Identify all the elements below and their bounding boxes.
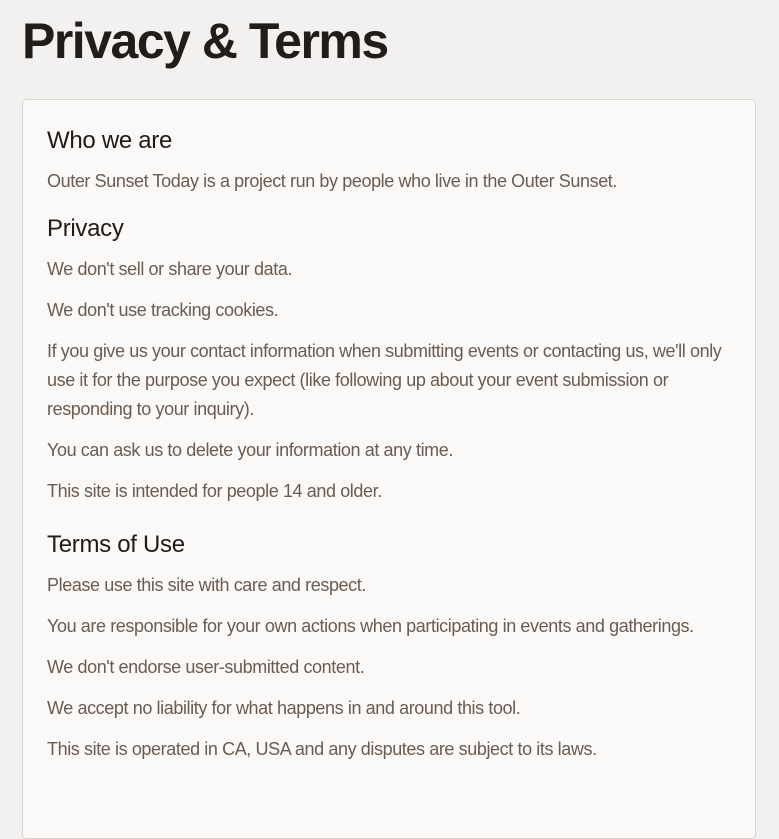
terms-paragraph-responsibility: You are responsible for your own actions when participating in events and gatherings. [47, 616, 694, 636]
terms-paragraph-no-liability: We accept no liability for what happens in and around this tool. [47, 698, 521, 718]
who-we-are-paragraph: Outer Sunset Today is a project run by people who live in the Outer Sunset. [47, 171, 618, 191]
privacy-paragraph-age-requirement: This site is intended for people 14 and older. [47, 481, 382, 501]
section-heading-privacy: Privacy [47, 215, 124, 242]
privacy-paragraph-no-sharing: We don't sell or share your data. [47, 259, 293, 279]
terms-paragraph-care-respect: Please use this site with care and respect. [47, 575, 366, 595]
section-heading-who-we-are: Who we are [47, 127, 173, 154]
section-heading-terms-of-use: Terms of Use [47, 531, 185, 558]
section-terms-of-use [47, 530, 731, 764]
page-title: Privacy & Terms [22, 13, 388, 69]
terms-paragraph-jurisdiction: This site is operated in CA, USA and any disputes are subject to its laws. [47, 739, 597, 759]
privacy-paragraph-no-cookies: We don't use tracking cookies. [47, 300, 279, 320]
section-who-we-are [47, 100, 731, 196]
privacy-paragraph-delete-info: You can ask us to delete your information at any time. [47, 440, 453, 460]
section-privacy [47, 214, 731, 506]
privacy-terms-card [22, 99, 756, 839]
privacy-paragraph-contact-info: If you give us your contact information when submitting events or contacting us, we'll only use it for the purpose you expect (like following up about your event submission or responding to your inquiry). [47, 341, 722, 419]
terms-paragraph-no-endorsement: We don't endorse user-submitted content. [47, 657, 365, 677]
